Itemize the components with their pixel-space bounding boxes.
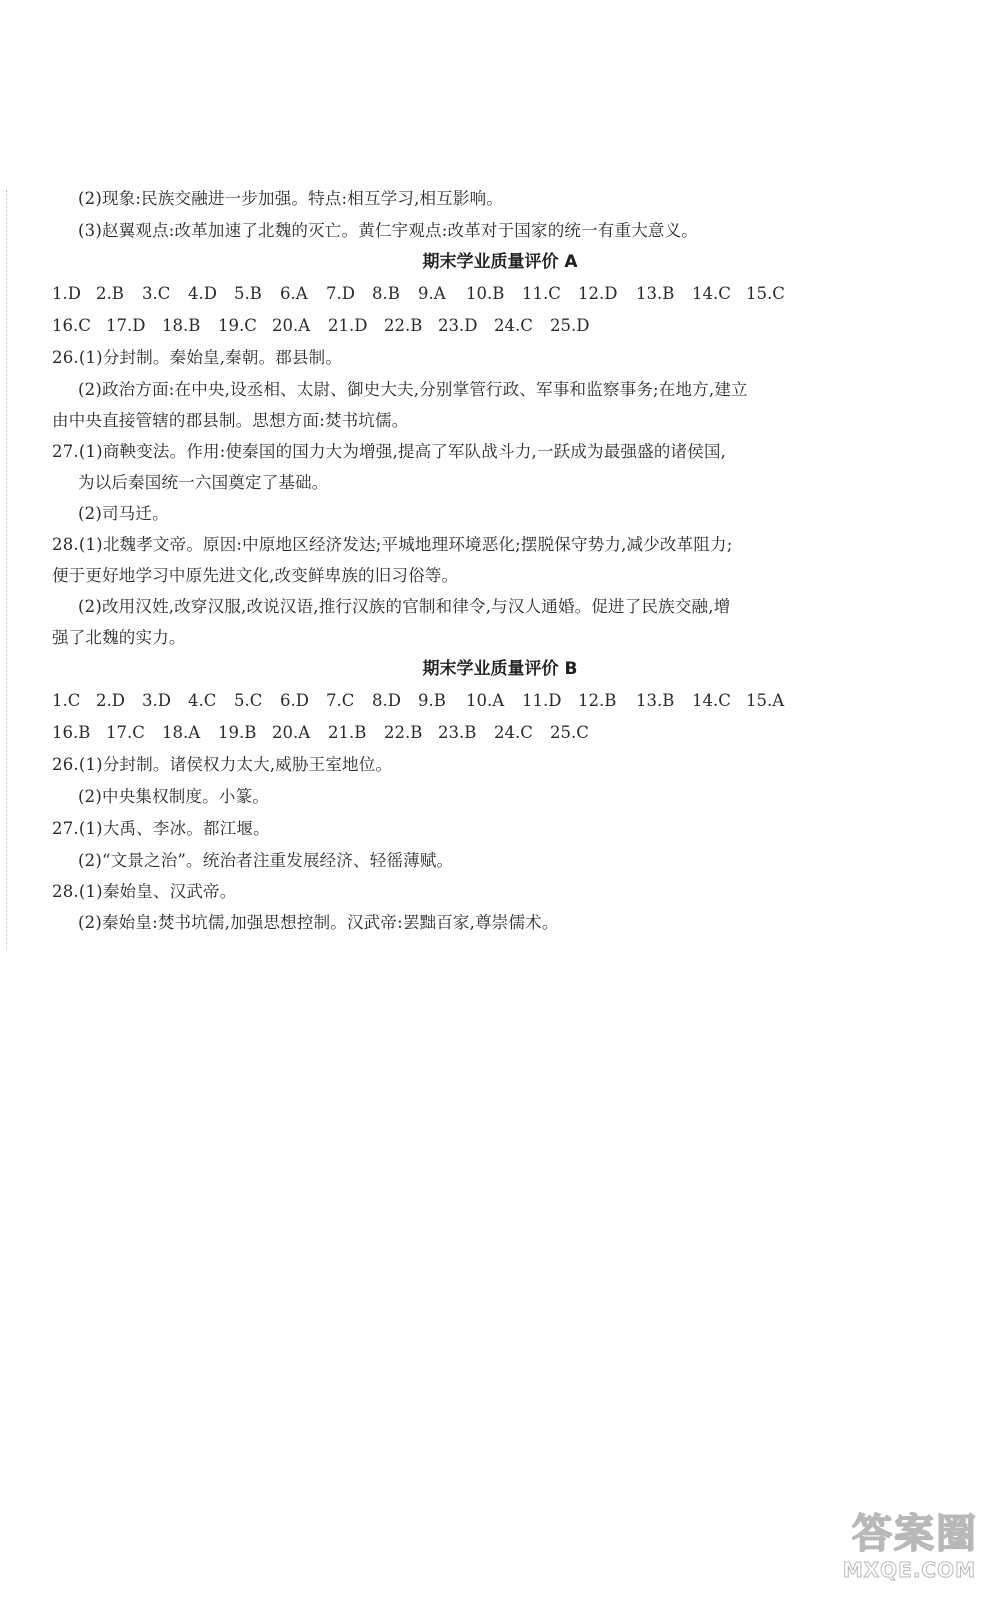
section-b-heading: 期末学业质量评价 B (422, 659, 578, 679)
mc-answer: 21.B (328, 723, 367, 742)
b-q26-2: (2)中央集权制度。小篆。 (78, 787, 269, 806)
margin-rule (6, 190, 7, 950)
mc-answer: 14.C (692, 691, 731, 710)
mc-answer: 15.C (746, 284, 785, 303)
mc-answer: 13.B (636, 691, 675, 710)
mc-answer: 20.A (272, 723, 311, 742)
watermark-logo-text: 答案圈 (852, 1511, 978, 1557)
mc-answer: 23.D (438, 316, 478, 335)
b-q27-1: 27.(1)大禹、李冰。都江堰。 (52, 819, 270, 838)
mc-answer: 2.D (96, 691, 125, 710)
intro-line-2: (2)现象:民族交融进一步加强。特点:相互学习,相互影响。 (78, 189, 504, 208)
b-q28-1: 28.(1)秦始皇、汉武帝。 (52, 882, 237, 901)
mc-answer: 20.A (272, 316, 311, 335)
mc-answer: 8.D (372, 691, 401, 710)
a-q28-1: 28.(1)北魏孝文帝。原因:中原地区经济发达;平城地理环境恶化;摆脱保守势力,减少改革阻力; (52, 535, 733, 554)
mc-answer: 5.C (234, 691, 263, 710)
mc-answer: 3.C (142, 284, 171, 303)
a-q28-2: (2)改用汉姓,改穿汉服,改说汉语,推行汉族的官制和律令,与汉人通婚。促进了民族交融,增 (78, 597, 731, 616)
mc-answer: 1.D (52, 284, 81, 303)
mc-answer: 6.D (280, 691, 309, 710)
a-q27-1-cont: 为以后秦国统一六国奠定了基础。 (78, 473, 329, 492)
mc-answer: 12.B (578, 691, 617, 710)
mc-answer: 17.C (106, 723, 145, 742)
mc-answer: 7.D (326, 284, 355, 303)
mc-answer: 1.C (52, 691, 81, 710)
a-q28-1-cont: 便于更好地学习中原先进文化,改变鲜卑族的旧习俗等。 (52, 566, 459, 585)
mc-answer: 21.D (328, 316, 368, 335)
a-q26-2-cont: 由中央直接管辖的郡县制。思想方面:焚书坑儒。 (52, 411, 409, 430)
mc-answer: 9.A (418, 284, 446, 303)
a-q28-2-cont: 强了北魏的实力。 (52, 628, 186, 647)
mc-answer: 9.B (418, 691, 446, 710)
mc-answer: 2.B (96, 284, 124, 303)
b-q27-2: (2)“文景之治”。统治者注重发展经济、轻徭薄赋。 (78, 851, 454, 870)
mc-answer: 22.B (384, 723, 423, 742)
mc-answer: 19.C (218, 316, 257, 335)
mc-answer: 10.B (466, 284, 505, 303)
watermark-domain: MXQE.COM (842, 1558, 976, 1582)
mc-answer: 23.B (438, 723, 477, 742)
a-q27-1: 27.(1)商鞅变法。作用:使秦国的国力大为增强,提高了军队战斗力,一跃成为最强盛的诸侯国, (52, 442, 727, 461)
mc-answer: 7.C (326, 691, 355, 710)
mc-answer: 18.B (162, 316, 201, 335)
mc-answer: 14.C (692, 284, 731, 303)
mc-answer: 16.C (52, 316, 91, 335)
a-q27-2: (2)司马迁。 (78, 504, 169, 523)
mc-answer: 17.D (106, 316, 146, 335)
mc-answer: 18.A (162, 723, 201, 742)
mc-answer: 22.B (384, 316, 423, 335)
mc-answer: 6.A (280, 284, 308, 303)
mc-answer: 16.B (52, 723, 91, 742)
mc-answer: 24.C (494, 723, 533, 742)
b-q26-1: 26.(1)分封制。诸侯权力太大,威胁王室地位。 (52, 755, 393, 774)
mc-answer: 8.B (372, 284, 400, 303)
mc-answer: 15.A (746, 691, 785, 710)
mc-answer: 25.C (550, 723, 589, 742)
b-q28-2: (2)秦始皇:焚书坑儒,加强思想控制。汉武帝:罢黜百家,尊崇儒术。 (78, 913, 559, 932)
a-q26-2: (2)政治方面:在中央,设丞相、太尉、御史大夫,分别掌管行政、军事和监察事务;在地方,建立 (78, 380, 748, 399)
intro-line-3: (3)赵翼观点:改革加速了北魏的灭亡。黄仁宇观点:改革对于国家的统一有重大意义。 (78, 221, 698, 240)
mc-answer: 13.B (636, 284, 675, 303)
mc-answer: 3.D (142, 691, 171, 710)
mc-answer: 19.B (218, 723, 257, 742)
mc-answer: 4.C (188, 691, 217, 710)
mc-answer: 4.D (188, 284, 217, 303)
mc-answer: 12.D (578, 284, 618, 303)
section-a-heading: 期末学业质量评价 A (422, 252, 578, 272)
mc-answer: 11.D (522, 691, 562, 710)
mc-answer: 11.C (522, 284, 561, 303)
mc-answer: 25.D (550, 316, 590, 335)
a-q26-1: 26.(1)分封制。秦始皇,秦朝。郡县制。 (52, 348, 343, 367)
mc-answer: 24.C (494, 316, 533, 335)
site-watermark (808, 1502, 978, 1582)
mc-answer: 10.A (466, 691, 505, 710)
mc-answer: 5.B (234, 284, 262, 303)
